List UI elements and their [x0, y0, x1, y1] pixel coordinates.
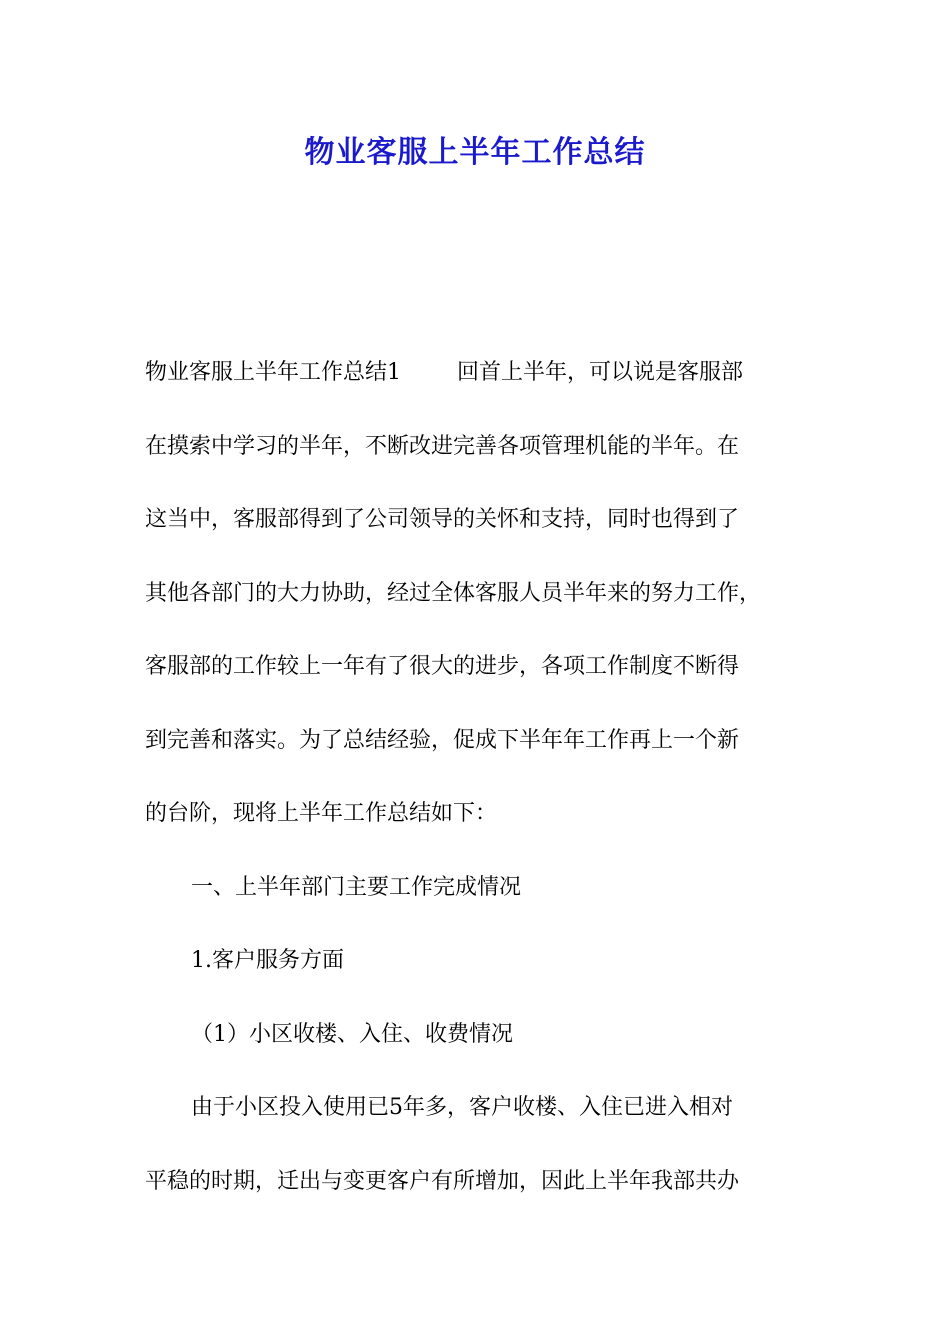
paragraph-text: 回首上半年，可以说是客服部: [457, 360, 744, 385]
paragraph-line: 在摸索中学习的半年，不断改进完善各项管理机能的半年。在: [145, 433, 740, 459]
paragraph-line: 到完善和落实。为了总结经验，促成下半年年工作再上一个新: [145, 727, 740, 753]
paragraph-line: [145, 336, 810, 410]
document-body: [145, 336, 810, 1218]
item-heading: （1）小区收楼、入住、收费情况: [191, 1021, 513, 1047]
paragraph-line: 客服部的工作较上一年有了很大的进步，各项工作制度不断得: [145, 654, 740, 679]
paragraph-line: 这当中，客服部得到了公司领导的关怀和支持，同时也得到了: [145, 507, 740, 532]
paragraph-line: 平稳的时期，迁出与变更客户有所增加，因此上半年我部共办: [145, 1168, 740, 1194]
intro-label: 物业客服上半年工作总结1: [145, 360, 401, 385]
paragraph-line: 的台阶，现将上半年工作总结如下：: [145, 801, 498, 826]
paragraph-line: 其他各部门的大力协助，经过全体客服人员半年来的努力工作，: [145, 580, 762, 606]
section-heading: 一、上半年部门主要工作完成情况: [191, 874, 522, 900]
subsection-heading: 1.客户服务方面: [191, 948, 344, 973]
page-title: 物业客服上半年工作总结: [304, 135, 646, 170]
paragraph-line: 由于小区投入使用已5年多，客户收楼、入住已进入相对: [191, 1095, 733, 1120]
